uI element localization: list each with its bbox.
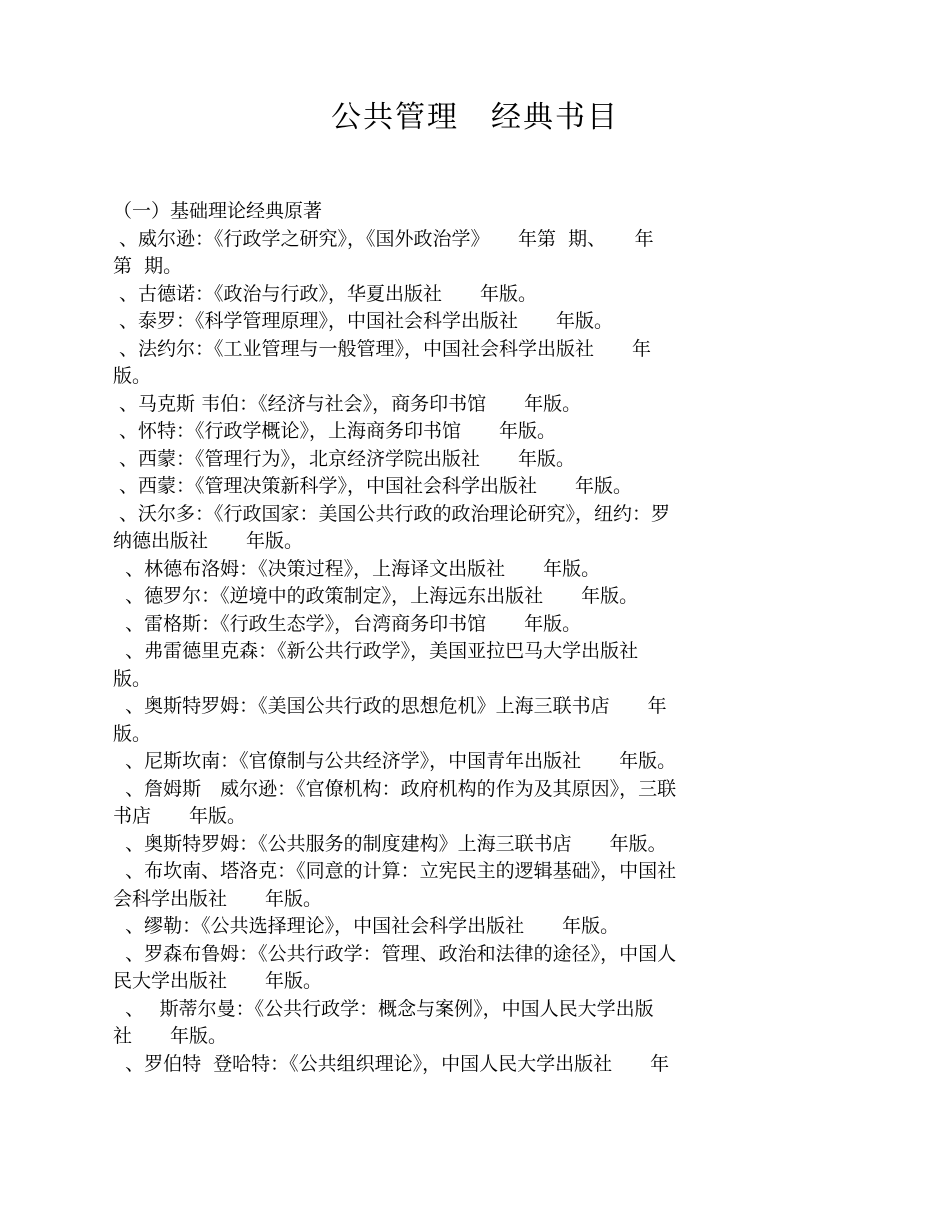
list-line: 、罗伯特 登哈特：《公共组织理论》，中国人民大学出版社 年	[113, 1052, 670, 1075]
list-line: 、罗森布鲁姆：《公共行政学：管理、政治和法律的途径》，中国人	[113, 942, 677, 965]
list-line: 、马克斯 韦伯：《经济与社会》，商务印书馆 年版。	[113, 392, 582, 415]
list-line: 、尼斯坎南：《官僚制与公共经济学》，中国青年出版社 年版。	[113, 750, 677, 772]
list-line: 、林德布洛姆：《决策过程》，上海译文出版社 年版。	[113, 557, 601, 580]
reading-list	[113, 198, 841, 1078]
list-line: 、德罗尔：《逆境中的政策制定》，上海远东出版社 年版。	[113, 585, 639, 607]
list-line: 、缪勒：《公共选择理论》，中国社会科学出版社 年版。	[113, 915, 620, 937]
section-heading: （一）基础理论经典原著	[113, 200, 323, 222]
page-title: 公共管理 经典书目	[331, 100, 619, 135]
list-line: 、怀特：《行政学概论》，上海商务印书馆 年版。	[113, 420, 557, 442]
list-line: 、 斯蒂尔曼：《公共行政学：概念与案例》，中国人民大学出版	[113, 997, 654, 1020]
list-line: 纳德出版社 年版。	[113, 530, 304, 552]
list-line: 书店 年版。	[113, 805, 247, 827]
list-line: 、奥斯特罗姆：《公共服务的制度建构》上海三联书店 年版。	[113, 832, 667, 855]
list-line: 、奥斯特罗姆：《美国公共行政的思想危机》上海三联书店 年	[113, 695, 667, 717]
list-line: 版。	[113, 722, 152, 745]
list-line: 、法约尔：《工业管理与一般管理》，中国社会科学出版社 年	[113, 337, 652, 360]
list-line: 、弗雷德里克森：《新公共行政学》，美国亚拉巴马大学出版社	[113, 640, 639, 662]
list-line: 、布坎南、塔洛克：《同意的计算：立宪民主的逻辑基础》，中国社	[113, 860, 677, 882]
list-line: 社 年版。	[113, 1025, 228, 1047]
list-line: 、沃尔多：《行政国家：美国公共行政的政治理论研究》，纽约：罗	[113, 502, 671, 525]
list-line: 、西蒙：《管理决策新科学》，中国社会科学出版社 年版。	[113, 475, 633, 497]
list-line: 版。	[113, 365, 152, 387]
list-line: 、泰罗：《科学管理原理》，中国社会科学出版社 年版。	[113, 310, 614, 332]
list-line: 、古德诺：《政治与行政》，华夏出版社 年版。	[113, 282, 538, 305]
list-line: 、西蒙：《管理行为》，北京经济学院出版社 年版。	[113, 447, 576, 470]
list-line: 、威尔逊：《行政学之研究》，《国外政治学》 年第 期、 年	[113, 227, 654, 250]
list-line: 民大学出版社 年版。	[113, 970, 323, 992]
list-line: 、雷格斯：《行政生态学》，台湾商务印书馆 年版。	[113, 612, 582, 635]
list-line: 版。	[113, 667, 152, 690]
list-line: 会科学出版社 年版。	[113, 887, 323, 910]
list-line: 、詹姆斯 威尔逊：《官僚机构：政府机构的作为及其原因》，三联	[113, 777, 677, 800]
list-line: 第 期。	[113, 255, 183, 277]
